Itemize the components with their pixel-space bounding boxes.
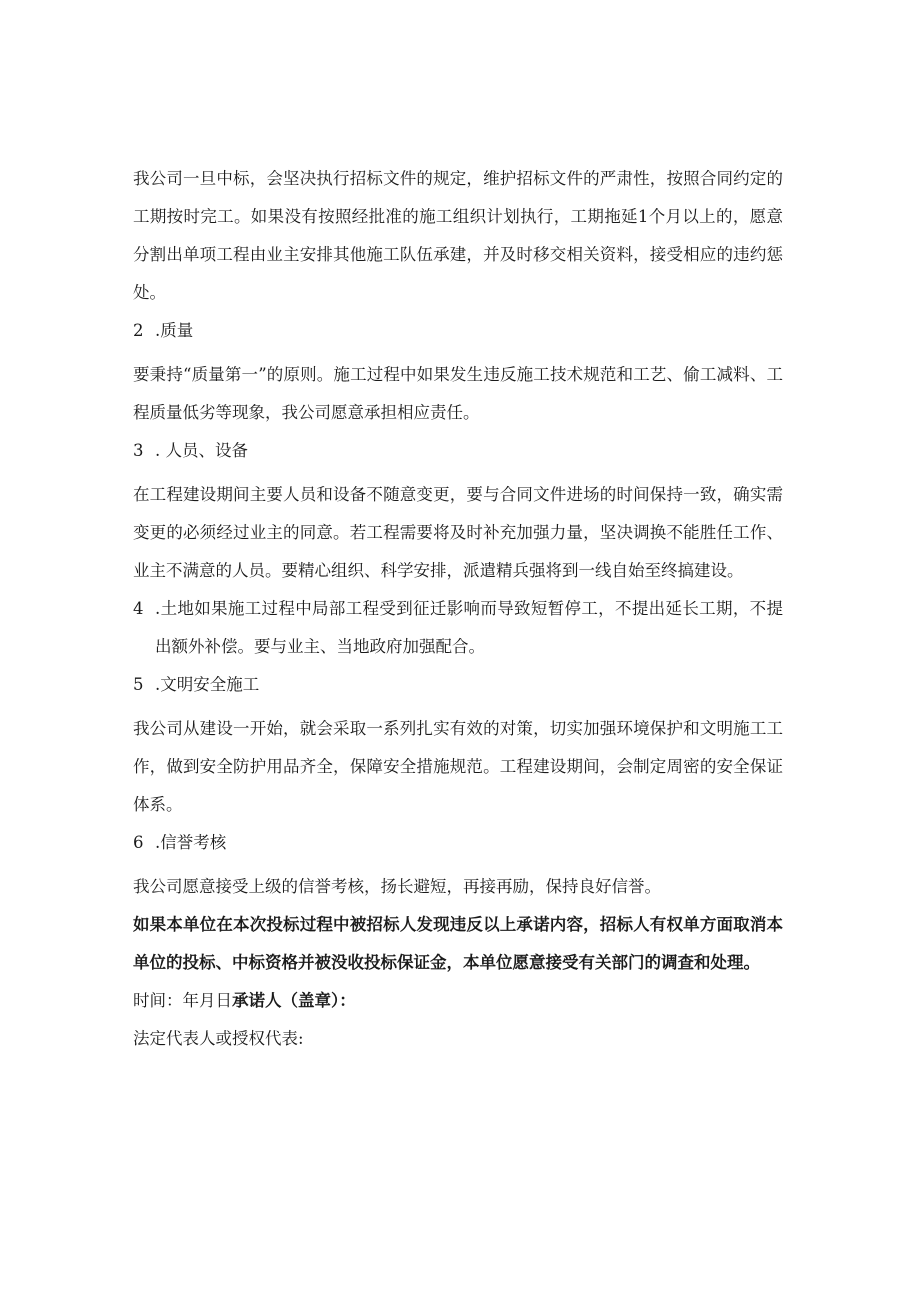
section-heading-credit	[133, 824, 783, 862]
paragraph-schedule: 我公司一旦中标，会坚决执行招标文件的规定，维护招标文件的严肃性，按照合同约定的工期按时完工。如果没有按照经批准的施工组织计划执行，工期拖延1个月以上的，愿意分割出单项工程由业主安排其他施工队伍承建，并及时移交相关资料，接受相应的违约惩处。	[133, 169, 783, 302]
section-title: .文明安全施工	[155, 675, 260, 694]
paragraph-quality: 要秉持“质量第一”的原则。施工过程中如果发生违反施工技术规范和工艺、偷工减料、工程质量低劣等现象，我公司愿意承担相应责任。	[133, 365, 783, 422]
paragraph-personnel: 在工程建设期间主要人员和设备不随意变更，要与合同文件进场的时间保持一致，确实需变更的必须经过业主的同意。若工程需要将及时补充加强力量，坚决调换不能胜任工作、业主不满意的人员。要精心组织、科学安排，派遣精兵强将到一线自始至终搞建设。	[133, 485, 783, 580]
section-number: 4	[133, 599, 144, 618]
section-number: 2	[133, 321, 144, 340]
representative-line: 法定代表人或授权代表:	[133, 1029, 304, 1048]
signature-time-line	[133, 982, 783, 1020]
section-title: .质量	[155, 321, 194, 340]
paragraph-commitment: 如果本单位在本次投标过程中被招标人发现违反以上承诺内容，招标人有权单方面取消本单位的投标、中标资格并被没收投标保证金，本单位愿意接受有关部门的调查和处理。	[133, 915, 783, 972]
section-heading-quality	[133, 312, 783, 350]
section-title: .信誉考核	[155, 833, 227, 852]
time-label: 时间：年月日	[133, 991, 232, 1010]
section-number: 6	[133, 833, 144, 852]
document-page	[133, 160, 783, 1058]
paragraph-credit: 我公司愿意接受上级的信誉考核，扬长避短，再接再励，保持良好信誉。	[133, 877, 661, 896]
section-number: 3	[133, 441, 144, 460]
section-heading-safety	[133, 666, 783, 704]
section-number: 5	[133, 675, 144, 694]
promisor-label: 承诺人（盖章）：	[232, 991, 356, 1010]
section-heading-personnel	[133, 432, 783, 470]
section-title: . 人员、设备	[155, 441, 248, 460]
section-heading-land	[133, 590, 783, 666]
section-title: .土地如果施工过程中局部工程受到征迁影响而导致短暂停工，不提出延长工期，不提出额外补偿。要与业主、当地政府加强配合。	[155, 599, 783, 656]
paragraph-safety: 我公司从建设一开始，就会采取一系列扎实有效的对策，切实加强环境保护和文明施工工作，做到安全防护用品齐全，保障安全措施规范。工程建设期间，会制定周密的安全保证体系。	[133, 719, 783, 814]
